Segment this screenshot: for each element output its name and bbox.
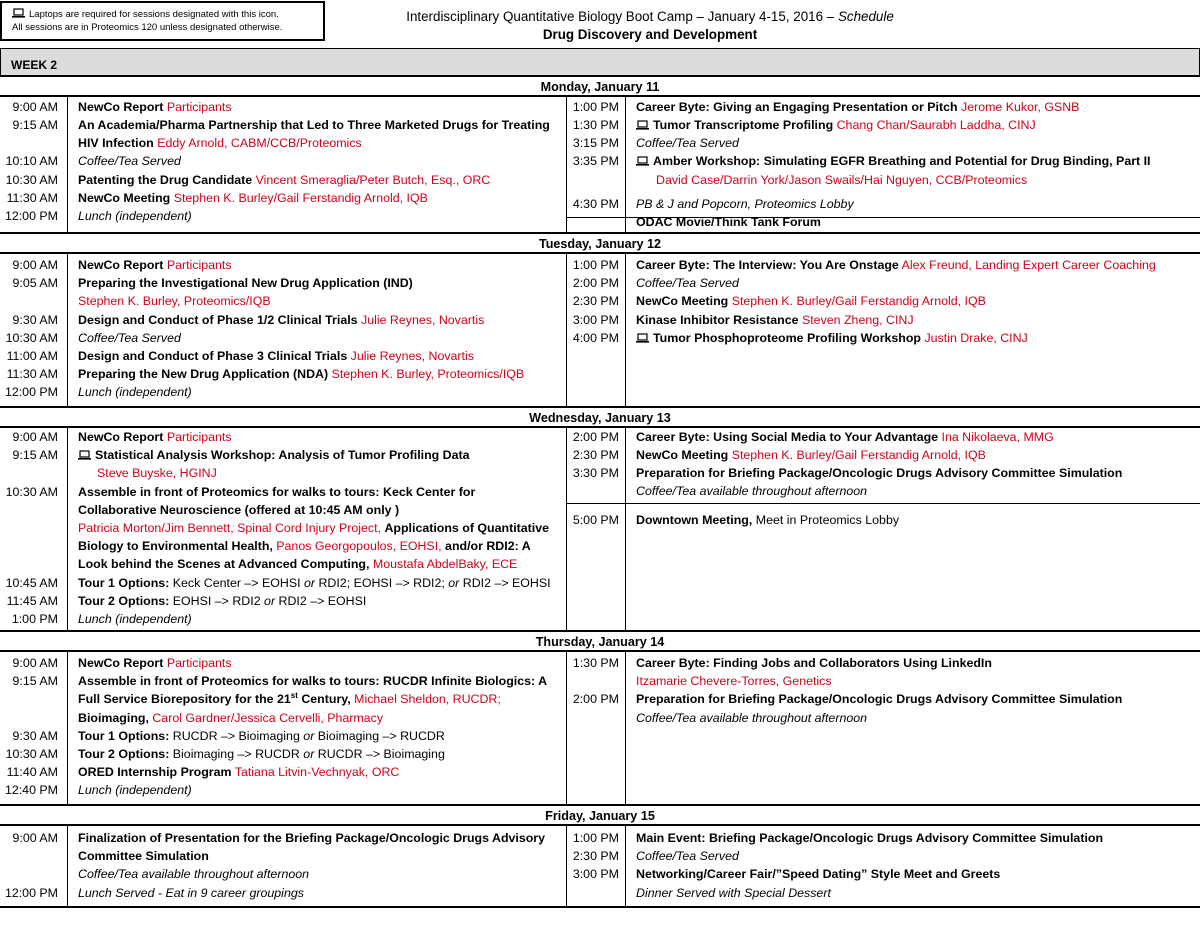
legend-laptop-note: Laptops are required for sessions designated with this icon. (29, 9, 279, 20)
session-text: Participants (166, 656, 232, 670)
time: 10:45 AM (5, 576, 58, 590)
page-subtitle: Drug Discovery and Development (542, 27, 758, 42)
time: 3:00 PM (572, 867, 619, 881)
day-title: Wednesday, January 13 (0, 408, 1200, 428)
session-text: Panos Georgopoulos, EOHSI, (276, 539, 442, 553)
session-text: st (290, 690, 298, 700)
session (78, 709, 383, 727)
session (636, 329, 1028, 347)
time: 10:30 AM (5, 485, 58, 499)
time: 11:30 AM (6, 191, 58, 205)
time: 2:00 PM (572, 692, 619, 706)
session-text: NewCo Report (78, 656, 164, 670)
time: 10:30 AM (5, 331, 58, 345)
session (78, 654, 232, 672)
time: 2:30 PM (572, 849, 619, 863)
time: 1:00 PM (572, 258, 619, 272)
session (636, 311, 914, 329)
session-text: NewCo Meeting (636, 294, 729, 308)
time: 12:00 PM (4, 886, 58, 900)
session-speaker: David Case/Darrin York/Jason Swails/Hai Nguyen, CCB/Proteomics (656, 173, 1028, 187)
time: 12:00 PM (4, 209, 58, 223)
session-text: Tour 2 Options: (78, 747, 170, 761)
session-text: Kinase Inhibitor Resistance (636, 313, 799, 327)
session-text: Participants (166, 100, 232, 114)
session-text: Stephen K. Burley/Gail Ferstandig Arnold, IQB (731, 294, 986, 308)
time: 9:30 AM (12, 313, 58, 327)
time: 9:00 AM (12, 258, 58, 272)
session-text: Jerome Kukor, GSNB (961, 100, 1080, 114)
time: 9:15 AM (12, 118, 58, 132)
session: Main Event: Briefing Package/Oncologic Drugs Advisory Committee Simulation (636, 831, 1104, 845)
session-text: Tour 1 Options: (78, 729, 170, 743)
session: Lunch Served - Eat in 9 career groupings (78, 886, 304, 900)
session-text: Carol Gardner/Jessica Cervelli, Pharmacy (152, 711, 384, 725)
session-text: NewCo Report (78, 100, 164, 114)
session-text: NewCo Report (78, 258, 164, 272)
time: 11:30 AM (6, 367, 58, 381)
legend-box (0, 1, 325, 41)
session (636, 446, 986, 464)
time: 9:00 AM (12, 430, 58, 444)
session-speaker: Itzamarie Chevere-Torres, Genetics (636, 674, 832, 688)
time: 11:40 AM (6, 765, 58, 779)
time: 2:30 PM (572, 448, 619, 462)
time: 9:05 AM (12, 276, 58, 290)
day-wednesday (0, 408, 1200, 632)
session (78, 171, 490, 189)
session (636, 292, 986, 310)
laptop-icon (636, 333, 649, 343)
laptop-icon (78, 450, 91, 460)
session (78, 763, 399, 781)
session-text: Career Byte: Using Social Media to Your Advantage (636, 430, 939, 444)
session: Assemble in front of Proteomics for walks to tours: Keck Center for (78, 485, 476, 499)
day-monday (0, 77, 1200, 234)
session-text: Justin Drake, CINJ (924, 331, 1028, 345)
session-text: RUCDR –> Bioimaging (317, 747, 445, 761)
session-text: Tour 2 Options: (78, 594, 170, 608)
time: 1:00 PM (572, 100, 619, 114)
session-text: Julie Reynes, Novartis (350, 349, 474, 363)
day-title: Monday, January 11 (0, 77, 1200, 97)
title-schedule: Schedule (837, 9, 894, 24)
title-main: Interdisciplinary Quantitative Biology Boot Camp – January 4-15, 2016 – (406, 9, 838, 24)
time: 4:30 PM (572, 197, 619, 211)
session-text: or (303, 576, 316, 590)
session-text: Keck Center –> EOHSI (172, 576, 301, 590)
laptop-icon (636, 120, 649, 130)
session-text: RDI2 –> EOHSI (462, 576, 551, 590)
session (78, 428, 232, 446)
session: Dinner Served with Special Dessert (636, 886, 831, 900)
session: Lunch (independent) (78, 783, 192, 797)
session (78, 134, 362, 152)
session-text: Tour 1 Options: (78, 576, 170, 590)
day-title: Thursday, January 14 (0, 632, 1200, 652)
session: Networking/Career Fair/”Speed Dating” Style Meet and Greets (636, 867, 1001, 881)
session-text: Vincent Smeraglia/Peter Butch, Esq., ORC (255, 173, 491, 187)
time: 3:15 PM (572, 136, 619, 150)
session-text: Preparing the New Drug Application (NDA) (78, 367, 329, 381)
session-text: Design and Conduct of Phase 3 Clinical Trials (78, 349, 348, 363)
day-tuesday (0, 234, 1200, 408)
session-text: Career Byte: The Interview: You Are Onstage (636, 258, 899, 272)
session-text: RUCDR –> Bioimaging (172, 729, 300, 743)
session (78, 727, 445, 745)
session-text: or (303, 729, 315, 743)
session (636, 152, 1150, 170)
time: 10:30 AM (5, 173, 58, 187)
session (78, 555, 517, 573)
session-text: Tumor Phosphoproteome Profiling Workshop (653, 331, 922, 345)
time: 11:45 AM (6, 594, 58, 608)
session: PB & J and Popcorn, Proteomics Lobby (636, 197, 854, 211)
session-text: and/or RDI2: A (445, 539, 531, 553)
session (78, 189, 428, 207)
session: Coffee/Tea available throughout afternoon (636, 711, 868, 725)
time: 11:00 AM (6, 349, 58, 363)
session-text: Eddy Arnold, CABM/CCB/Proteomics (157, 136, 362, 150)
session-text: RDI2 –> EOHSI (278, 594, 367, 608)
week-header: WEEK 2 (0, 48, 1200, 77)
laptop-icon (636, 156, 649, 166)
session-text: or (448, 576, 460, 590)
session: Coffee/Tea available throughout afternoon (78, 867, 310, 881)
day-friday (0, 806, 1200, 908)
session-text: Meet in Proteomics Lobby (755, 513, 900, 527)
session-speaker: Stephen K. Burley, Proteomics/IQB (78, 294, 271, 308)
session (78, 98, 232, 116)
session-text: Stephen K. Burley, Proteomics/IQB (331, 367, 525, 381)
session-speaker: Steve Buyske, HGINJ (97, 466, 217, 480)
session: Coffee/Tea Served (636, 849, 739, 863)
time: 1:30 PM (572, 656, 619, 670)
session (78, 690, 501, 708)
time: 2:00 PM (572, 430, 619, 444)
session: Collaborative Neuroscience (offered at 10:45 AM only ) (78, 503, 400, 517)
time: 3:00 PM (572, 313, 619, 327)
session (636, 116, 1036, 134)
session: Coffee/Tea available throughout afternoon (636, 484, 868, 498)
time: 1:00 PM (572, 831, 619, 845)
session: Committee Simulation (78, 849, 209, 863)
session (78, 446, 470, 464)
time: 5:00 PM (572, 513, 619, 527)
session: Coffee/Tea Served (78, 331, 181, 345)
session-text: Moustafa AbdelBaky, ECE (372, 557, 518, 571)
time: 3:30 PM (572, 466, 619, 480)
session: Preparation for Briefing Package/Oncologic Drugs Advisory Committee Simulation (636, 466, 1123, 480)
session (78, 311, 484, 329)
time: 3:35 PM (572, 154, 619, 168)
session-text: Tumor Transcriptome Profiling (653, 118, 834, 132)
session-text: Downtown Meeting, (636, 513, 753, 527)
page-title (330, 8, 970, 44)
day-title: Friday, January 15 (0, 806, 1200, 826)
session: ODAC Movie/Think Tank Forum (636, 215, 821, 229)
session: Lunch (independent) (78, 209, 192, 223)
time: 12:00 PM (4, 385, 58, 399)
session-text: Tatiana Litvin-Vechnyak, ORC (234, 765, 400, 779)
time: 9:00 AM (12, 831, 58, 845)
session-text: Design and Conduct of Phase 1/2 Clinical Trials (78, 313, 358, 327)
time: 2:00 PM (572, 276, 619, 290)
session-text: HIV Infection (78, 136, 154, 150)
day-title: Tuesday, January 12 (0, 234, 1200, 254)
session-text: Stephen K. Burley/Gail Ferstandig Arnold, IQB (173, 191, 428, 205)
time: 12:40 PM (4, 783, 58, 797)
session: Coffee/Tea Served (78, 154, 181, 168)
session: Career Byte: Finding Jobs and Collaborators Using LinkedIn (636, 656, 992, 670)
session-text: Applications of Quantitative (384, 521, 550, 535)
time: 2:30 PM (572, 294, 619, 308)
session (78, 519, 549, 537)
time: 9:15 AM (12, 674, 58, 688)
session: Preparing the Investigational New Drug Application (IND) (78, 276, 413, 290)
session: Lunch (independent) (78, 385, 192, 399)
session: Preparation for Briefing Package/Oncologic Drugs Advisory Committee Simulation (636, 692, 1123, 706)
session-text: RDI2; EOHSI –> RDI2; (318, 576, 445, 590)
session-text: NewCo Meeting (636, 448, 729, 462)
session (78, 745, 445, 763)
session-text: Career Byte: Giving an Engaging Presentation or Pitch (636, 100, 958, 114)
session-text: Participants (166, 430, 232, 444)
session-text: Bioimaging, (78, 711, 149, 725)
session: Coffee/Tea Served (636, 136, 739, 150)
session-text: Chang Chan/Saurabh Laddha, CINJ (836, 118, 1036, 132)
session-text: Bioimaging –> RUCDR (172, 747, 300, 761)
session-text: Bioimaging –> RUCDR (317, 729, 445, 743)
time: 10:10 AM (5, 154, 58, 168)
session-text: or (303, 747, 315, 761)
session-text: Ina Nikolaeva, MMG (941, 430, 1054, 444)
session (636, 98, 1079, 116)
session-text: Full Service Biorepository for the 21 (78, 692, 291, 706)
session-text: or (264, 594, 276, 608)
session-text: Michael Sheldon, RUCDR; (354, 692, 501, 706)
session: An Academia/Pharma Partnership that Led to Three Marketed Drugs for Treating (78, 118, 550, 132)
session (78, 537, 531, 555)
session-text: Statistical Analysis Workshop: Analysis of Tumor Profiling Data (95, 448, 470, 462)
session-text: Biology to Environmental Health, (78, 539, 273, 553)
session-text: ORED Internship Program (78, 765, 232, 779)
session-text: Stephen K. Burley/Gail Ferstandig Arnold, IQB (731, 448, 986, 462)
day-thursday (0, 632, 1200, 806)
session: Coffee/Tea Served (636, 276, 739, 290)
session-text: EOHSI –> RDI2 (172, 594, 261, 608)
session-text: Steven Zheng, CINJ (801, 313, 914, 327)
session-text: Look behind the Scenes at Advanced Computing, (78, 557, 370, 571)
legend-room-note: All sessions are in Proteomics 120 unless designated otherwise. (12, 21, 283, 33)
session-text: Patricia Morton/Jim Bennett, Spinal Cord Injury Project, (78, 521, 382, 535)
session-text: Century, (301, 692, 351, 706)
session-text: NewCo Meeting (78, 191, 171, 205)
time: 9:30 AM (12, 729, 58, 743)
session: Assemble in front of Proteomics for walks to tours: RUCDR Infinite Biologics: A (78, 674, 548, 688)
time: 1:00 PM (11, 612, 58, 626)
session (78, 347, 474, 365)
session: Lunch (independent) (78, 612, 192, 626)
session-text: Amber Workshop: Simulating EGFR Breathing and Potential for Drug Binding, Part II (653, 154, 1151, 168)
session-text: Alex Freund, Landing Expert Career Coaching (901, 258, 1156, 272)
laptop-icon (12, 8, 25, 18)
time: 9:00 AM (12, 100, 58, 114)
session-text: NewCo Report (78, 430, 164, 444)
time: 9:00 AM (12, 656, 58, 670)
time: 4:00 PM (572, 331, 619, 345)
session (636, 256, 1156, 274)
time: 10:30 AM (5, 747, 58, 761)
session (78, 256, 232, 274)
session (636, 428, 1054, 446)
session (78, 365, 524, 383)
session-text: Patenting the Drug Candidate (78, 173, 253, 187)
time: 1:30 PM (572, 118, 619, 132)
session-text: Participants (166, 258, 232, 272)
session (78, 574, 551, 592)
session (636, 511, 899, 529)
session (78, 592, 366, 610)
session: Finalization of Presentation for the Briefing Package/Oncologic Drugs Advisory (78, 831, 546, 845)
time: 9:15 AM (12, 448, 58, 462)
session-text: Julie Reynes, Novartis (361, 313, 485, 327)
